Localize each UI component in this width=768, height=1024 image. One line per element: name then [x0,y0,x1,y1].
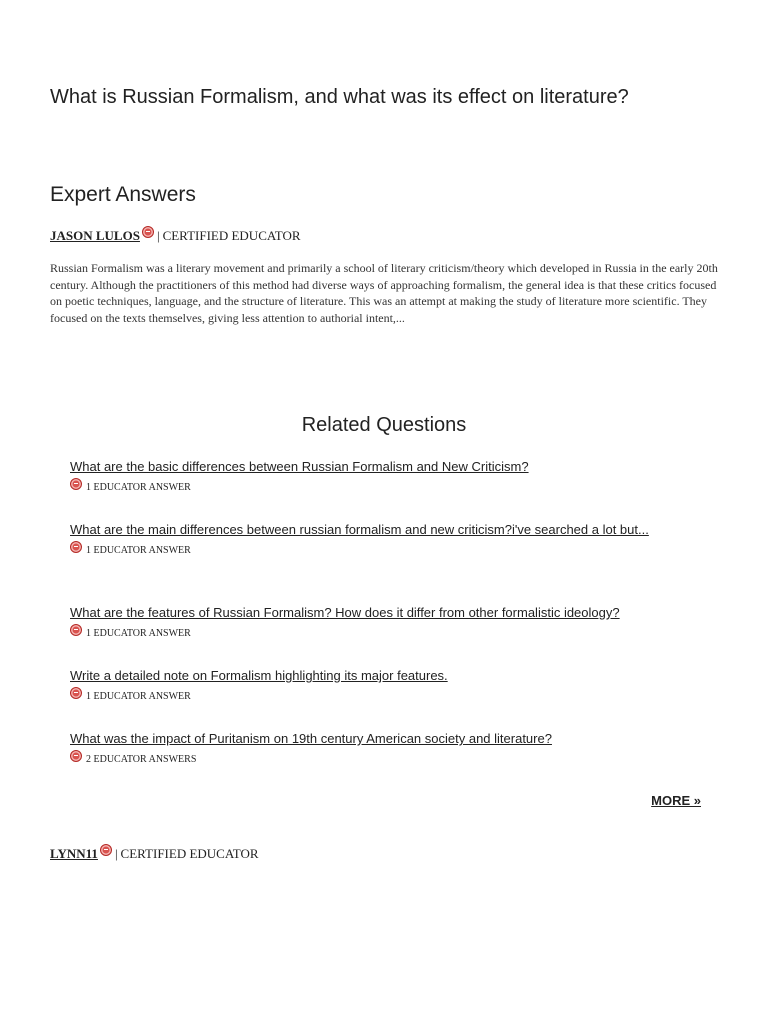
educator-role: CERTIFIED EDUCATOR [162,228,301,243]
educator-byline [50,228,301,244]
related-question-link[interactable]: What are the basic differences between Russian Formalism and New Criticism? [70,459,529,474]
related-question-link[interactable]: Write a detailed note on Formalism highlighting its major features. [70,668,448,683]
question-title: What is Russian Formalism, and what was its effect on literature? [50,86,629,108]
answer-count [70,627,700,639]
educator-name-link[interactable]: LYNN11 [50,846,98,861]
more-related-link[interactable]: MORE » [651,793,701,808]
educator-byline [50,846,259,862]
related-question-item [70,728,700,791]
answer-count [70,481,700,493]
related-question-link[interactable]: What are the main differences between russian formalism and new criticism?i've searched a lot but... [70,522,649,537]
educator-badge-icon [70,750,82,762]
related-question-item [70,602,700,665]
answer-count-label: 2 EDUCATOR ANSWERS [86,753,197,765]
related-questions-list [70,456,700,791]
related-question-item [70,665,700,728]
educator-badge-icon [100,844,112,856]
educator-name-link[interactable]: JASON LULOS [50,228,140,243]
answer-count-label: 1 EDUCATOR ANSWER [86,481,191,493]
educator-badge-icon [70,624,82,636]
educator-badge-icon [70,478,82,490]
educator-badge-icon [142,226,154,238]
answer-text: Russian Formalism was a literary movement and primarily a school of literary criticism/theory which developed in Russia in the early 20th century. Although the practitioners of this method had diverse ways of approaching formalism, the general idea is that these critics focused on poetic techniques, language, and the structure of literature. This was an attempt at making the study of literature more scientific. They focused on the texts themselves, giving less attention to authorial intent,... [50,261,718,325]
answer-count-label: 1 EDUCATOR ANSWER [86,544,191,556]
answer-count [70,544,700,556]
related-question-link[interactable]: What are the features of Russian Formalism? How does it differ from other formalistic ideology? [70,605,620,620]
related-question-link[interactable]: What was the impact of Puritanism on 19th century American society and literature? [70,731,552,746]
educator-role: CERTIFIED EDUCATOR [120,846,259,861]
answer-count [70,690,700,702]
related-question-item [70,456,700,519]
related-questions-heading: Related Questions [301,414,467,436]
byline-separator: | [156,228,160,243]
expert-answers-heading: Expert Answers [50,183,196,206]
educator-badge-icon [70,687,82,699]
answer-count-label: 1 EDUCATOR ANSWER [86,690,191,702]
answer-count [70,753,700,765]
byline-separator: | [114,846,118,861]
related-question-item [70,519,700,602]
educator-badge-icon [70,541,82,553]
answer-count-label: 1 EDUCATOR ANSWER [86,627,191,639]
